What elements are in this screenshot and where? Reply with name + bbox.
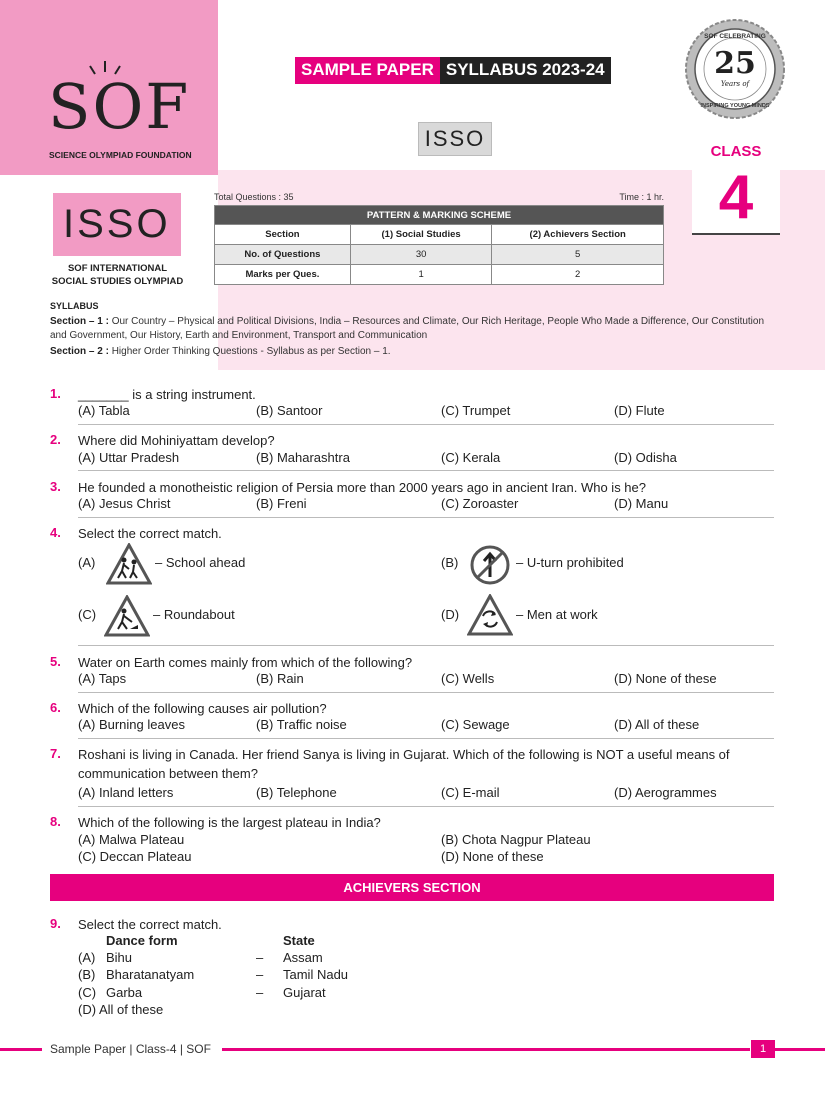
banner-title [295, 57, 611, 84]
seal-number: 25 [714, 46, 756, 81]
question-text: Roshani is living in Canada. Her friend Sanya is living in Gujarat. Which of the following is NOT a useful means of communication between them? [78, 747, 730, 781]
table-cell: 2 [492, 265, 664, 285]
seal-bottom: INSPIRING YOUNG MINDS [700, 103, 770, 109]
footer-line [775, 1048, 825, 1051]
option[interactable]: (B) Freni [256, 496, 307, 511]
seal-mid: Years of [720, 80, 750, 88]
isso-logo: ISSO [53, 193, 181, 256]
dance-form: Garba [106, 985, 143, 1000]
olympiad-name-line1: SOF INTERNATIONAL [67, 263, 168, 274]
option[interactable]: (A) Burning leaves [78, 717, 185, 732]
question-number: 9. [50, 916, 61, 931]
question-text: _______ is a string instrument. [78, 387, 256, 402]
column-header: Dance form [106, 933, 178, 948]
option-text: – Roundabout [153, 607, 235, 622]
dash: – [256, 950, 264, 965]
table-cell: No. of Questions [215, 245, 351, 265]
option[interactable]: (D) None of these [441, 849, 544, 864]
option[interactable]: (D) None of these [614, 671, 717, 686]
option[interactable]: (D) Aerogrammes [614, 785, 717, 800]
divider [78, 424, 774, 425]
table-header: Section [215, 225, 351, 245]
dance-form: Bharatanatyam [106, 967, 195, 982]
banner-pink: SAMPLE PAPER [295, 57, 440, 84]
option[interactable]: (B) Chota Nagpur Plateau [441, 832, 591, 847]
option[interactable]: (A) Uttar Pradesh [78, 450, 180, 465]
table-header: (2) Achievers Section [492, 225, 664, 245]
option[interactable]: (D) All of these [614, 717, 700, 732]
option[interactable]: (A) Malwa Plateau [78, 832, 185, 847]
question-number: 4. [50, 525, 61, 540]
dash: – [256, 967, 264, 982]
table-cell: 1 [350, 265, 491, 285]
option-text: – U-turn prohibited [516, 555, 624, 570]
option[interactable]: (C) Sewage [441, 717, 510, 732]
banner-dark: SYLLABUS 2023-24 [440, 57, 611, 84]
question-text: He founded a monotheistic religion of Persia more than 2000 years ago in ancient Iran. Who is he? [78, 480, 647, 495]
roundabout-sign-icon[interactable] [467, 594, 513, 636]
option[interactable]: (C) Trumpet [441, 403, 511, 418]
marking-scheme-table [214, 205, 664, 285]
option[interactable]: (B) Telephone [256, 785, 337, 800]
option-label[interactable]: (C) [78, 607, 97, 622]
option[interactable]: (D) All of these [78, 1002, 164, 1017]
syllabus-sec1-label: Section – 1 : [50, 316, 109, 327]
olympiad-name [40, 262, 195, 288]
class-number: 4 [718, 163, 754, 232]
option[interactable]: (C) E-mail [441, 785, 500, 800]
olympiad-name-line2: SOCIAL STUDIES OLYMPIAD [51, 276, 184, 287]
option[interactable]: (A) Jesus Christ [78, 496, 171, 511]
question-text: Where did Mohiniyattam develop? [78, 433, 275, 448]
question-number: 6. [50, 700, 61, 715]
achievers-section-header: ACHIEVERS SECTION [50, 874, 774, 901]
option-label[interactable]: (B) [78, 967, 96, 982]
u-turn-prohibited-sign-icon[interactable] [469, 544, 511, 586]
question-number: 1. [50, 386, 61, 401]
footer-line [0, 1048, 42, 1051]
divider [78, 645, 774, 646]
table-cell: Marks per Ques. [215, 265, 351, 285]
syllabus-section-1 [50, 315, 780, 343]
option[interactable]: (A) Inland letters [78, 785, 174, 800]
question-number: 2. [50, 432, 61, 447]
footer-line [222, 1048, 750, 1051]
total-questions: Total Questions : 35 [214, 192, 294, 202]
option[interactable]: (C) Zoroaster [441, 496, 519, 511]
option[interactable]: (A) Taps [78, 671, 127, 686]
option[interactable]: (D) Odisha [614, 450, 677, 465]
question-text: Select the correct match. [78, 917, 222, 932]
syllabus-section-2 [50, 345, 780, 359]
state: Assam [283, 950, 323, 965]
option[interactable]: (B) Santoor [256, 403, 323, 418]
table-row [215, 245, 664, 265]
option[interactable]: (D) Manu [614, 496, 669, 511]
sof-logo-subtitle: SCIENCE OLYMPIAD FOUNDATION [49, 150, 192, 160]
table-cell: 30 [350, 245, 491, 265]
question-text: Which of the following causes air pollution? [78, 701, 327, 716]
sof-logo: SOF [48, 70, 191, 143]
page-number: 1 [751, 1040, 775, 1058]
option[interactable]: (B) Rain [256, 671, 304, 686]
option[interactable]: (C) Wells [441, 671, 495, 686]
seal-top: SOF CELEBRATING [704, 33, 766, 40]
question-number: 3. [50, 479, 61, 494]
table-cell: 5 [492, 245, 664, 265]
divider [78, 470, 774, 471]
option-label[interactable]: (A) [78, 555, 96, 570]
table-row [215, 265, 664, 285]
option-text: – Men at work [516, 607, 598, 622]
column-header: State [283, 933, 315, 948]
option-label[interactable]: (A) [78, 950, 96, 965]
question-text: Select the correct match. [78, 526, 222, 541]
syllabus-sec2-label: Section – 2 : [50, 346, 109, 357]
state: Tamil Nadu [283, 967, 349, 982]
class-label: CLASS [710, 143, 762, 160]
option[interactable]: (A) Tabla [78, 403, 130, 418]
anniversary-seal-icon [684, 18, 786, 120]
option-label[interactable]: (C) [78, 985, 97, 1000]
divider [78, 738, 774, 739]
table-title: PATTERN & MARKING SCHEME [215, 206, 664, 225]
school-children-sign-icon[interactable] [106, 543, 152, 585]
question-number: 8. [50, 814, 61, 829]
time-limit: Time : 1 hr. [619, 192, 664, 202]
option-label[interactable]: (D) [441, 607, 460, 622]
syllabus-title: SYLLABUS [50, 301, 99, 311]
option[interactable]: (C) Kerala [441, 450, 501, 465]
divider [78, 806, 774, 807]
question-number: 7. [50, 746, 61, 761]
option[interactable]: (C) Deccan Plateau [78, 849, 192, 864]
syllabus-sec1-text: Our Country – Physical and Political Divisions, India – Resources and Climate, Our Rich Heritage, People Who Made a Difference, Our Constitution and Government, Our History, Earth and Environment, Transport and Communication [50, 316, 765, 341]
option[interactable]: (B) Traffic noise [256, 717, 347, 732]
dance-form: Bihu [106, 950, 133, 965]
question-text: Which of the following is the largest plateau in India? [78, 815, 381, 830]
men-at-work-sign-icon[interactable] [104, 595, 150, 637]
question-number: 5. [50, 654, 61, 669]
syllabus-sec2-text: Higher Order Thinking Questions - Syllabus as per Section – 1. [111, 346, 391, 357]
option-label[interactable]: (B) [441, 555, 459, 570]
isso-small-logo: ISSO [418, 122, 492, 156]
option-text: – School ahead [155, 555, 246, 570]
divider [78, 517, 774, 518]
table-header: (1) Social Studies [350, 225, 491, 245]
question-text: Water on Earth comes mainly from which of the following? [78, 655, 413, 670]
option[interactable]: (B) Maharashtra [256, 450, 350, 465]
state: Gujarat [283, 985, 326, 1000]
dash: – [256, 985, 264, 1000]
divider [78, 692, 774, 693]
option[interactable]: (D) Flute [614, 403, 665, 418]
footer-text: Sample Paper | Class-4 | SOF [50, 1042, 211, 1056]
